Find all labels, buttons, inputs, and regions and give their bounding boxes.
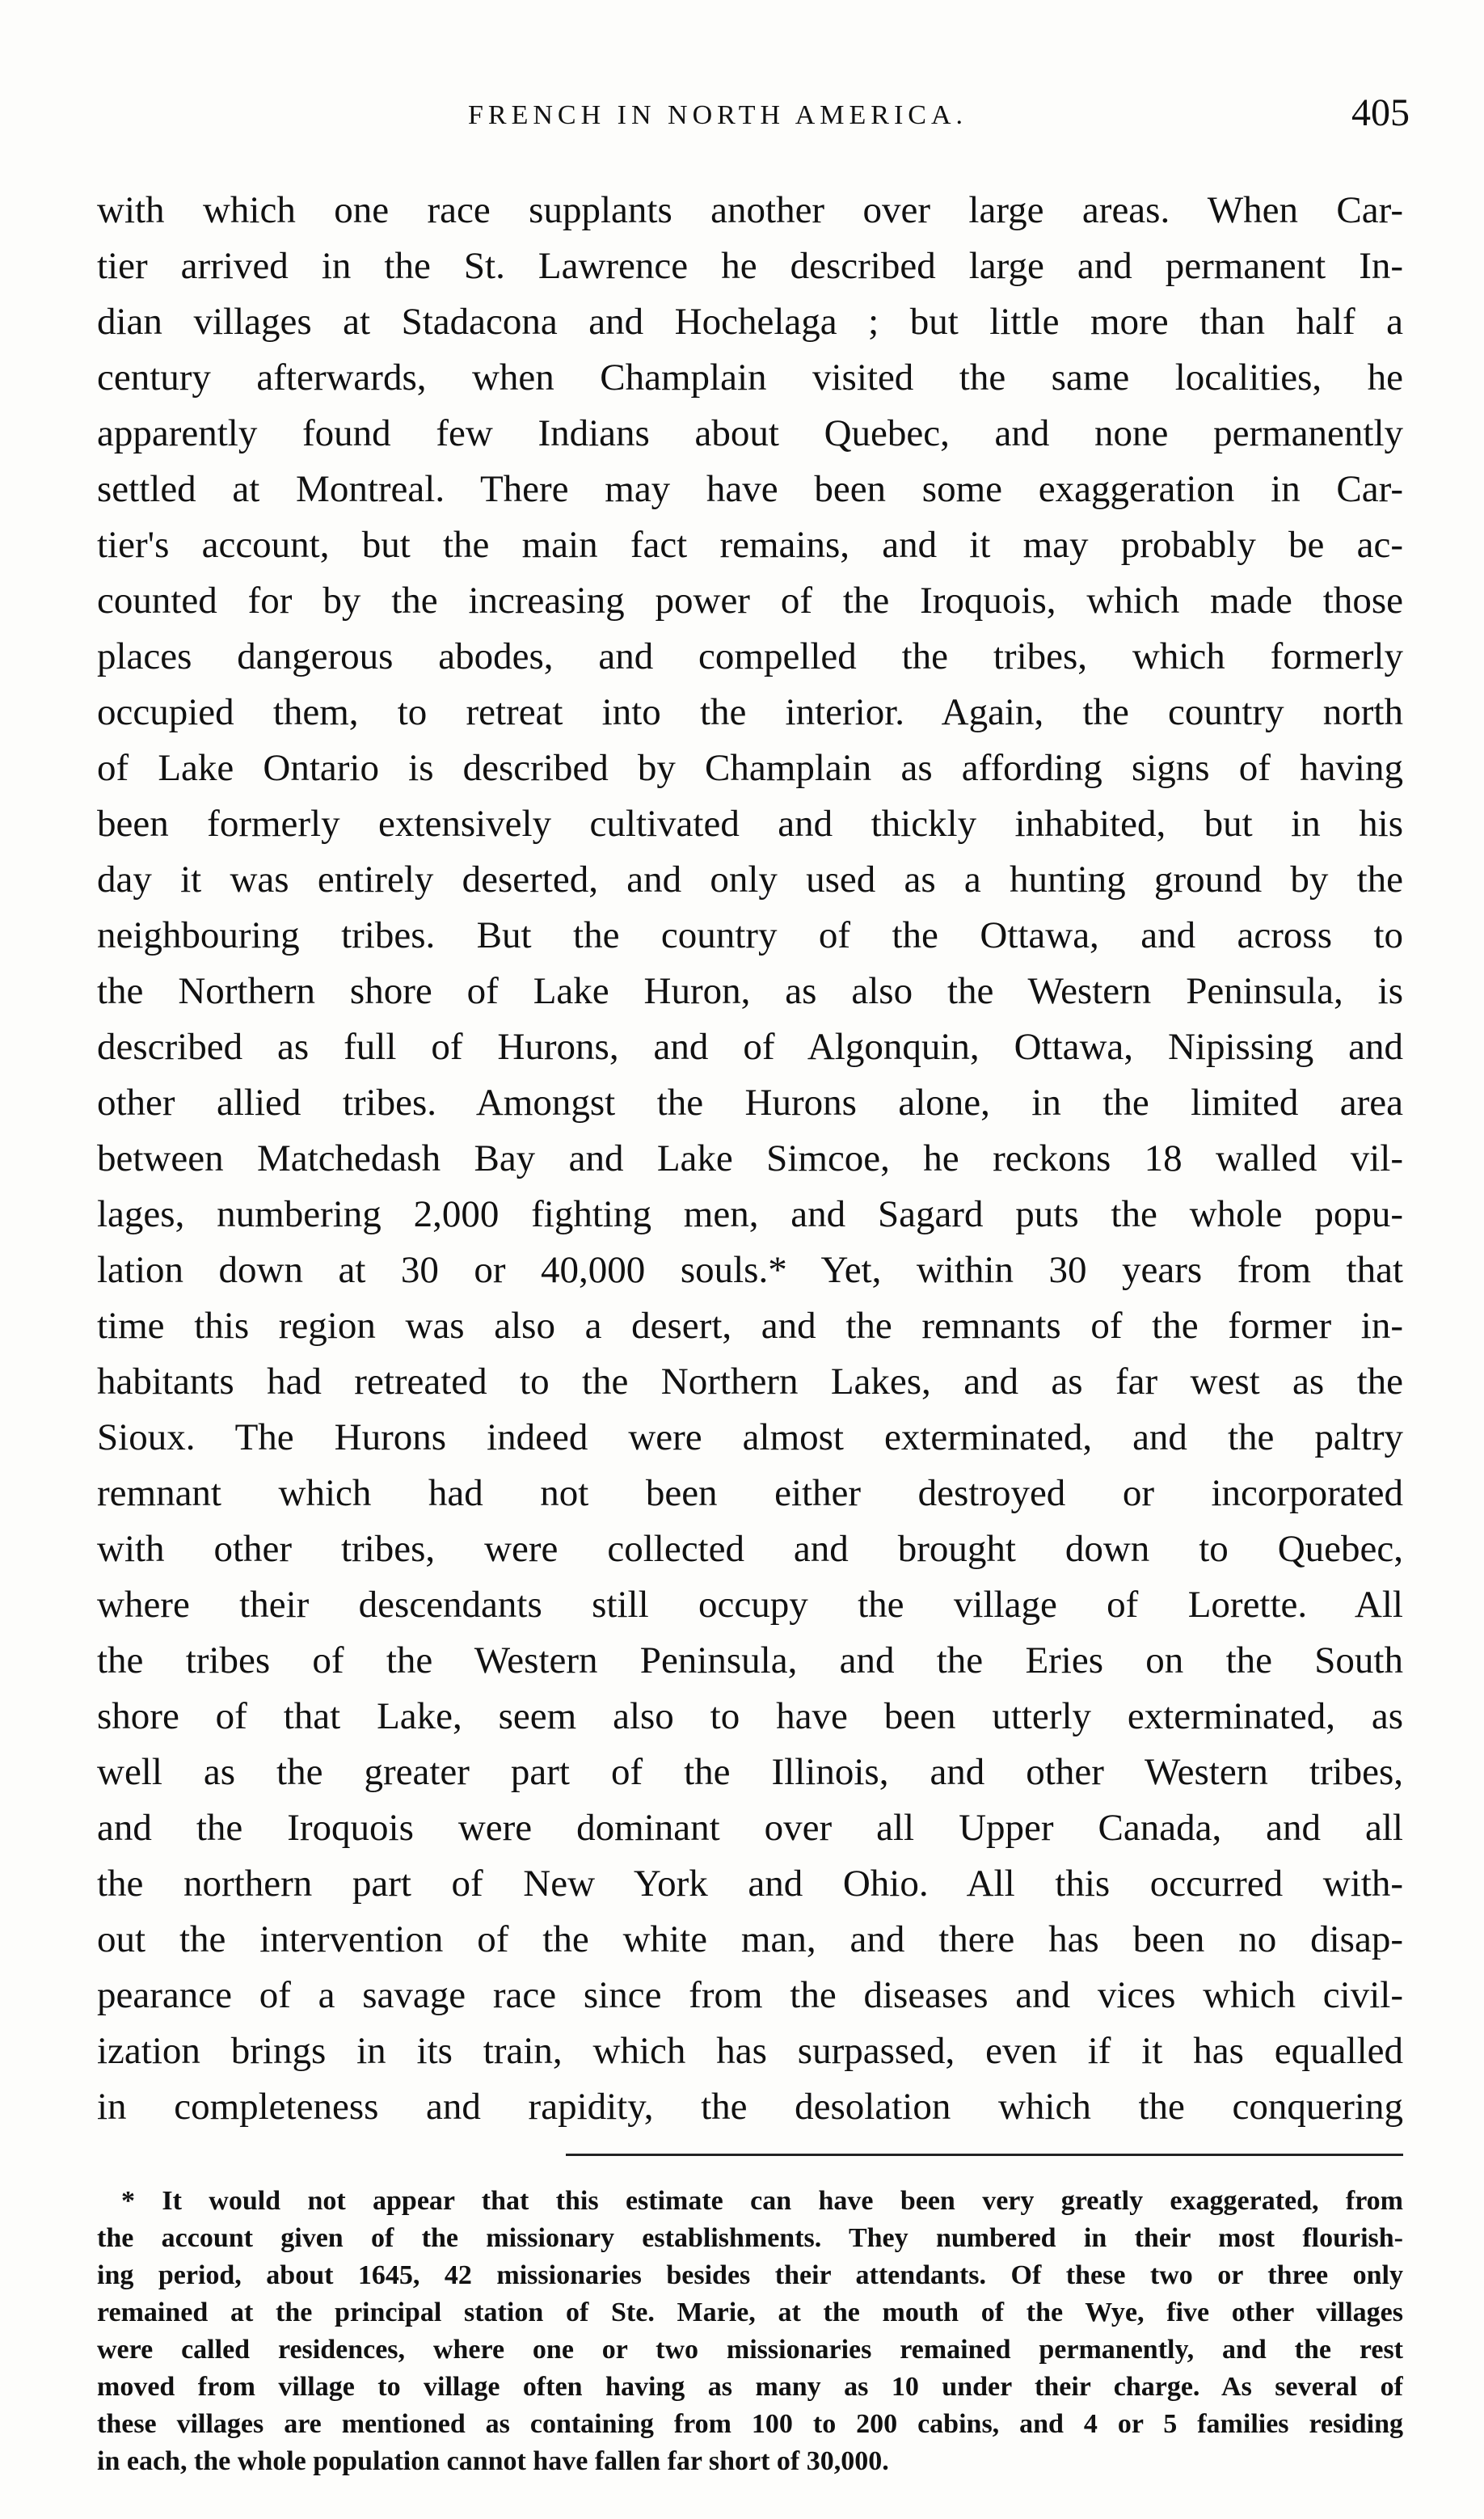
text-line: ization brings in its train, which has surpassed, even if it has equalled [97, 2030, 1403, 2072]
text-line: places dangerous abodes, and compelled the tribes, which formerly [97, 635, 1403, 677]
text-line: with which one race supplants another over large areas. When Car- [97, 189, 1403, 231]
text-line: described as full of Hurons, and of Algonquin, Ottawa, Nipissing and [97, 1026, 1403, 1068]
footnote-line: were called residences, where one or two missionaries remained permanently, and the rest [97, 2335, 1403, 2365]
text-line: and the Iroquois were dominant over all Upper Canada, and all [97, 1807, 1403, 1849]
text-line: apparently found few Indians about Quebec, and none permanently [97, 412, 1403, 454]
text-line: the northern part of New York and Ohio. All this occurred with- [97, 1863, 1403, 1905]
text-line: occupied them, to retreat into the interior. Again, the country north [97, 691, 1403, 733]
text-line: well as the greater part of the Illinois, and other Western tribes, [97, 1751, 1403, 1793]
page-number: 405 [1351, 91, 1410, 134]
text-line: time this region was also a desert, and the remnants of the former in- [97, 1305, 1403, 1347]
footnote-line: moved from village to village often having as many as 10 under their charge. As several of [97, 2372, 1403, 2402]
text-line: lation down at 30 or 40,000 souls.* Yet, within 30 years from that [97, 1249, 1403, 1291]
text-line: been formerly extensively cultivated and thickly inhabited, but in his [97, 803, 1403, 845]
text-line: settled at Montreal. There may have been some exaggeration in Car- [97, 468, 1403, 510]
text-line: habitants had retreated to the Northern Lakes, and as far west as the [97, 1361, 1403, 1403]
footnote-line: remained at the principal station of Ste. Marie, at the mouth of the Wye, five other villages [97, 2297, 1403, 2327]
body-text [97, 183, 1403, 2135]
text-line: of Lake Ontario is described by Champlain as affording signs of having [97, 747, 1403, 789]
footnote-line: these villages are mentioned as containing from 100 to 200 cabins, and 4 or 5 families residing [97, 2409, 1403, 2439]
text-line: the Northern shore of Lake Huron, as also the Western Peninsula, is [97, 970, 1403, 1012]
text-line: other allied tribes. Amongst the Hurons alone, in the limited area [97, 1082, 1403, 1124]
footnote-divider [566, 2154, 1403, 2156]
text-line: the tribes of the Western Peninsula, and the Eries on the South [97, 1639, 1403, 1681]
footnote [97, 2183, 1403, 2480]
footnote-line: ing period, about 1645, 42 missionaries besides their attendants. Of these two or three only [97, 2260, 1403, 2290]
text-line: tier arrived in the St. Lawrence he described large and permanent In- [97, 245, 1403, 287]
footnote-line: the account given of the missionary establishments. They numbered in their most flourish- [97, 2223, 1403, 2253]
text-line: lages, numbering 2,000 fighting men, and Sagard puts the whole popu- [97, 1193, 1403, 1235]
text-line: tier's account, but the main fact remains, and it may probably be ac- [97, 524, 1403, 566]
text-line: between Matchedash Bay and Lake Simcoe, he reckons 18 walled vil- [97, 1137, 1403, 1179]
text-line: in completeness and rapidity, the desolation which the conquering [97, 2086, 1403, 2128]
text-line: century afterwards, when Champlain visited the same localities, he [97, 357, 1403, 399]
footnote-line: in each, the whole population cannot have fallen far short of 30,000. [97, 2446, 889, 2476]
text-line: counted for by the increasing power of the Iroquois, which made those [97, 580, 1403, 622]
text-line: neighbouring tribes. But the country of the Ottawa, and across to [97, 914, 1403, 956]
text-line: remnant which had not been either destroyed or incorporated [97, 1472, 1403, 1514]
text-line: shore of that Lake, seem also to have been utterly exterminated, as [97, 1695, 1403, 1737]
running-head [100, 91, 1410, 147]
text-line: out the intervention of the white man, and there has been no disap- [97, 1918, 1403, 1960]
text-line: day it was entirely deserted, and only used as a hunting ground by the [97, 859, 1403, 901]
text-line: with other tribes, were collected and brought down to Quebec, [97, 1528, 1403, 1570]
footnote-line: * It would not appear that this estimate can have been very greatly exaggerated, from [121, 2186, 1403, 2216]
text-line: Sioux. The Hurons indeed were almost exterminated, and the paltry [97, 1416, 1403, 1458]
running-title: FRENCH IN NORTH AMERICA. [468, 100, 968, 130]
text-line: dian villages at Stadacona and Hochelaga ; but little more than half a [97, 301, 1403, 343]
text-line: where their descendants still occupy the village of Lorette. All [97, 1584, 1403, 1626]
text-line: pearance of a savage race since from the diseases and vices which civil- [97, 1974, 1403, 2016]
